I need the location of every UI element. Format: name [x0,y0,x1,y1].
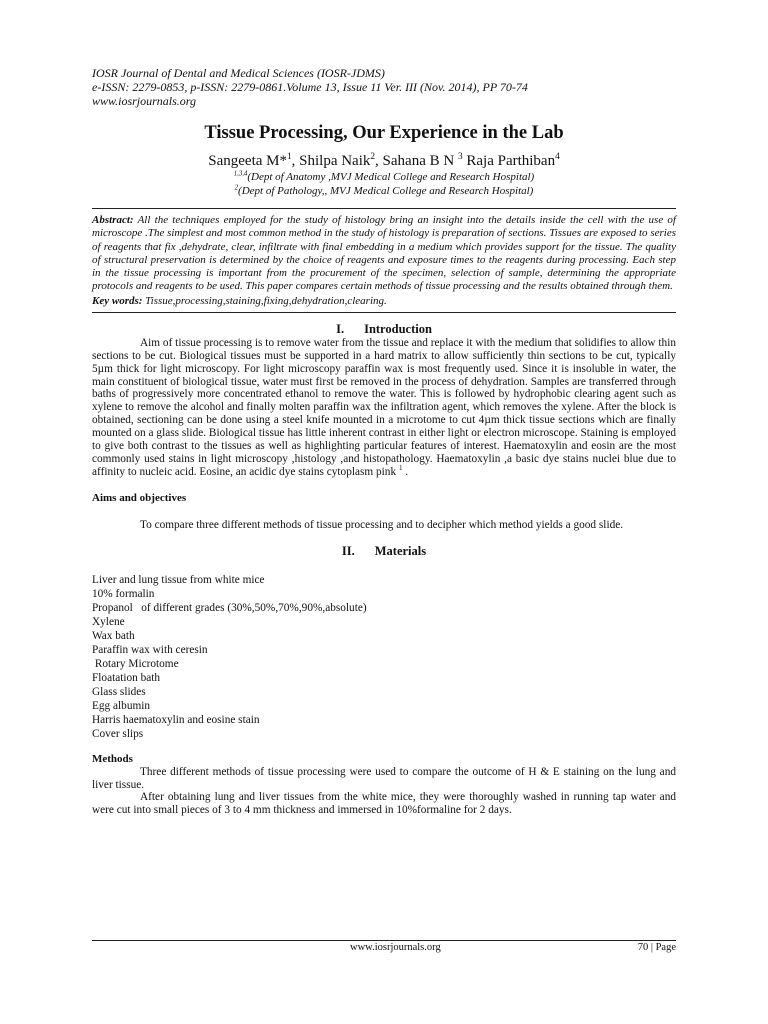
aims-paragraph: To compare three different methods of tissue processing and to decipher which method yields a good slide. [140,518,624,531]
keywords-text: Tissue,processing,staining,fixing,dehydration,clearing. [142,294,387,307]
author-sup: 3 [457,152,463,162]
section-number: I. [336,321,345,336]
affiliation-sup: 1,3,4 [233,170,248,178]
section-heading-introduction [92,322,676,337]
author-sep: , [291,153,300,169]
author-name: Sahana B N [382,153,455,169]
author-sep: , [375,153,383,169]
section-title: Materials [374,543,427,558]
keywords-label: Key words: [92,294,143,307]
affiliation-text: (Dept of Anatomy ,MVJ Medical College and Research Hospital) [247,171,535,183]
list-item: 10% formalin [92,587,155,600]
abstract [92,208,676,294]
section-heading-materials [92,544,676,559]
list-item: Liver and lung tissue from white mice [92,573,265,586]
list-item: Floatation bath [92,671,161,684]
footer-website: www.iosrjournals.org [350,942,441,953]
list-item: Glass slides [92,685,146,698]
abstract-label: Abstract: [92,214,134,226]
methods-paragraph: Three different methods of tissue processing were used to compare the outcome of H & E staining on the lung and liver tissue. [92,765,676,791]
keywords [92,295,676,313]
journal-website: www.iosrjournals.org [92,94,197,108]
page-number: 70 | Page [637,942,676,953]
reference-sup: 1 [398,464,403,473]
list-item: Propanol of different grades (30%,50%,70%,90%,absolute) [92,601,367,614]
list-item: Wax bath [92,629,135,642]
list-item: Cover slips [92,727,144,740]
author-name: Shilpa Naik [299,153,371,169]
affiliation [92,184,676,198]
author-list [92,152,676,170]
section-title: Introduction [364,321,432,336]
intro-end: . [402,465,409,478]
list-item: Egg albumin [92,699,151,712]
list-item: Paraffin wax with ceresin [92,643,208,656]
methods-paragraph: After obtaining lung and liver tissues from the white mice, they were thoroughly washed in running tap water and were cut into small pieces of 3 to 4 mm thickness and immersed in 10%formaline for 2 days. [92,791,676,817]
section-number: II. [341,543,355,558]
journal-name: IOSR Journal of Dental and Medical Sciences (IOSR-JDMS) [92,66,385,80]
author-name: Sangeeta M* [208,153,287,169]
aims-heading: Aims and objectives [92,491,187,504]
paper-page [92,66,676,817]
methods-heading: Methods [92,752,133,765]
list-item: Harris haematoxylin and eosine stain [92,713,260,726]
list-item: Rotary Microtome [92,657,179,670]
intro-text: Aim of tissue processing is to remove water from the tissue and replace it with the medium that solidifies to allow thin sections to be cut. Biological tissues must be supported in a hard matrix to allow sufficiently thin sections to be cut, typically 5µm thick for light microscopy. For light microscopy paraffin wax is most frequently used. Since it is insoluble in water, the main constituent of biological tissue, water must first be removed in the process of dehydration. Samples are transferred through baths of progressively more concentrated ethanol to remove the water. This is followed by hydrophobic clearing agent such as xylene to remove the alcohol and finally molten paraffin wax the infiltration agent, which removes the xylene. After the block is obtained, sectioning can be done using a steel knife mounted in a microtome to cut 4µm thick tissue sections which are finally mounted on a glass slide. Biological tissue has little inherent contrast in either light or electron microscope. Staining is employed to give both contrast to the tissues as well as highlighting particular features of interest. Haematoxylin and eosin are the most commonly used stains in light microscopy ,histology ,and histopathology. Haematoxylin ,a basic dye stains nuclei blue due to affinity to nucleic acid. Eosine, an acidic dye stains cytoplasm pink [92,336,676,478]
author-sup: 1 [286,152,292,162]
abstract-text: All the techniques employed for the study of histology bring an insight into the details inside the cell with the use of microscope .The simplest and most common method in the study of histology is preparation of sections. Tissues are exposed to series of reagents that fix ,dehydrate, clear, infiltrate with final embedding in a medium which provides support for the tissue. The quality of structural preservation is determined by the choice of reagents and exposure times to the reagents during processing. Each step in the tissue processing is important from the procurement of the specimen, selection of sample, determining the appropriate protocols and reagents to be used. This paper compares certain methods of tissue processing and the results obtained through them. [92,214,676,293]
intro-paragraph [92,337,676,479]
author-sup: 2 [370,152,376,162]
page-footer [92,940,676,955]
affiliation-text: (Dept of Pathology,, MVJ Medical College and Research Hospital) [238,185,534,197]
affiliation-sup: 2 [234,184,239,192]
materials-list [92,573,676,741]
affiliation [92,170,676,184]
paper-title: Tissue Processing, Our Experience in the Lab [204,123,564,143]
issn-line: e-ISSN: 2279-0853, p-ISSN: 2279-0861.Volume 13, Issue 11 Ver. III (Nov. 2014), PP 70-74 [92,80,528,94]
author-name: Raja Parthiban [466,153,556,169]
author-sup: 4 [555,152,560,162]
list-item: Xylene [92,615,125,628]
